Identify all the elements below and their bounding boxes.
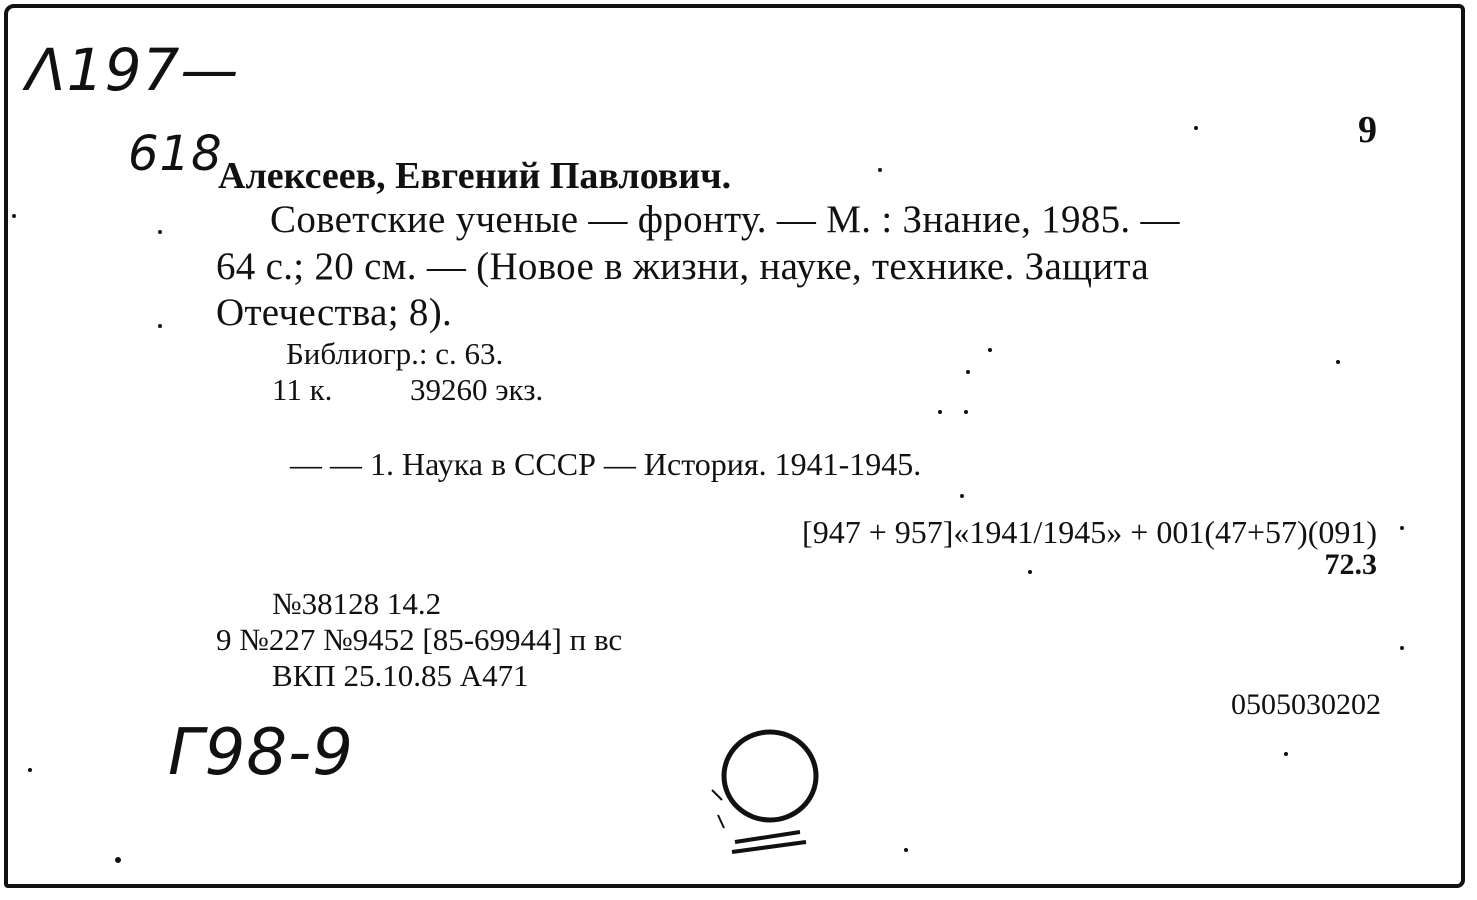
card-corner-number: 9 [1358,109,1377,151]
speck-marks [12,126,1404,863]
price-note: 11 к. [272,372,333,407]
title-line-2: 64 с.; 20 см. — (Новое в жизни, науке, технике. Защита [216,245,1149,288]
title-line-1: Советские ученые — фронту. — М. : Знание, 1985. — [270,198,1180,241]
author-heading: Алексеев, Евгений Павлович. [218,155,732,197]
stamp-underline-icon [732,832,806,852]
handwritten-shelf-mark: Г98-9 [168,716,354,790]
subject-heading: — — 1. Наука в СССР — История. 1941-1945. [290,446,922,482]
catalog-line-3: ВКП 25.10.85 А471 [272,658,529,693]
catalog-line-1: №38128 14.2 [272,586,442,621]
stamp-ring-icon [724,732,816,820]
udc-index: [947 + 957]«1941/1945» + 001(47+57)(091) [802,514,1377,550]
handwritten-call-number-top: Λ197— [26,36,240,104]
handwritten-call-number-bottom: 618 [128,126,223,182]
stamp-scratch-icon [712,790,724,828]
bibliography-note: Библиогр.: с. 63. [286,336,504,371]
copies-note: 39260 экз. [410,372,544,407]
bbk-index: 72.3 [1324,548,1377,581]
card-code: 0505030202 [1231,688,1381,721]
title-line-3: Отечества; 8). [216,291,453,334]
catalog-line-2: 9 №227 №9452 [85-69944] п вс [216,622,623,657]
